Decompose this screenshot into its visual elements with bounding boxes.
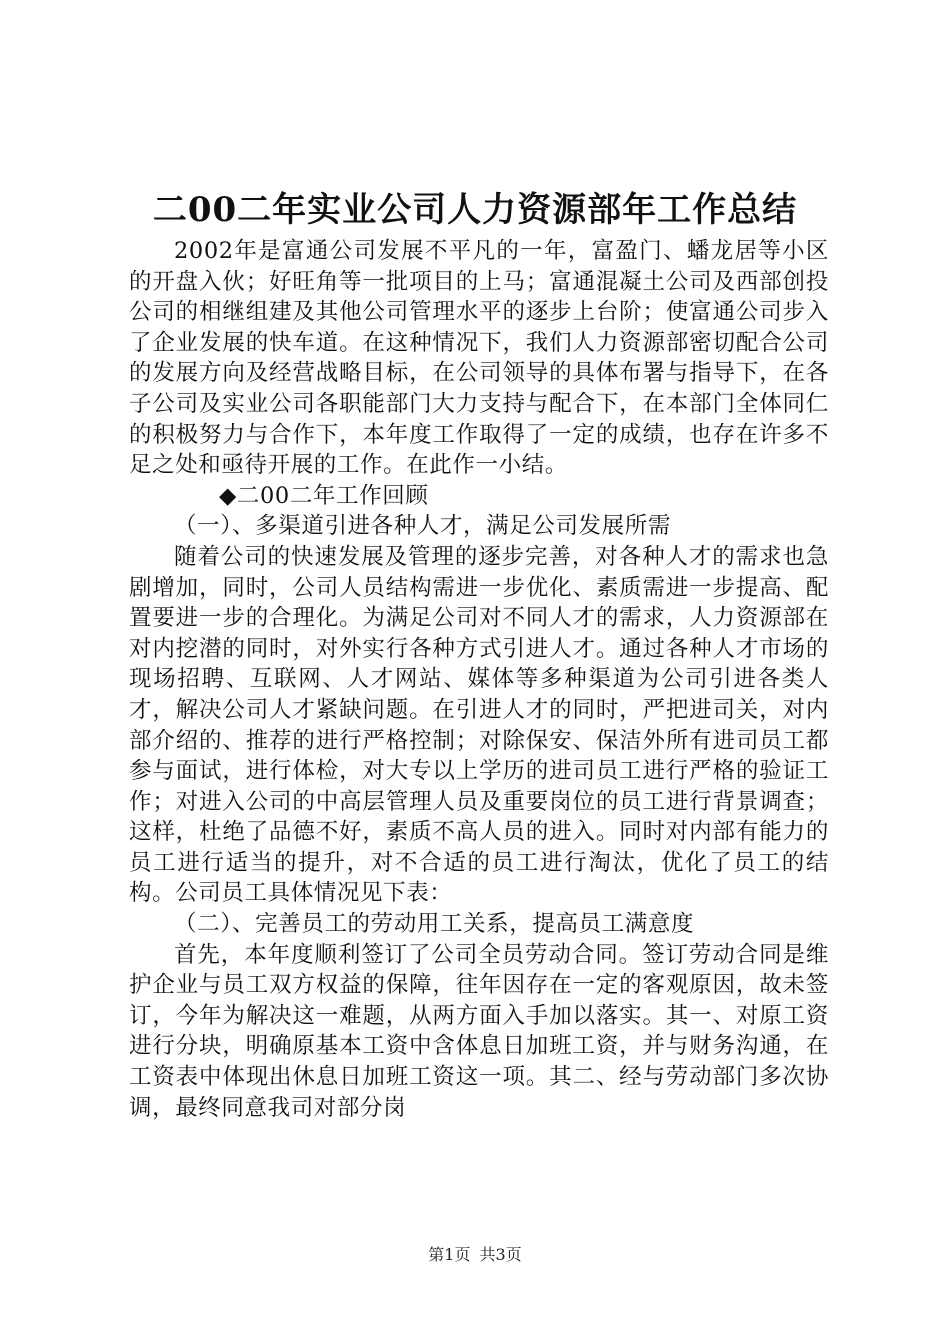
diamond-bullet-icon: ◆ (219, 482, 237, 509)
document-body (129, 236, 829, 1123)
section-heading-label: 二00二年工作回顾 (236, 482, 429, 509)
subsection-heading-2: （二）、完善员工的劳动用工关系，提高员工满意度 (174, 911, 695, 938)
document-title: 二00二年实业公司人力资源部年工作总结 (152, 190, 798, 230)
subsection-heading-1: （一）、多渠道引进各种人才，满足公司发展所需 (174, 513, 671, 540)
section-heading-review (129, 481, 829, 512)
subsection-paragraph-1: 随着公司的快速发展及管理的逐步完善，对各种人才的需求也急剧增加，同时，公司人员结构需进一步优化、素质需进一步提高、配置要进一步的合理化。为满足公司对不同人才的需求，人力资源部在对内挖潜的同时，对外实行各种方式引进人才。通过各种人才市场的现场招聘、互联网、人才网站、媒体等多种渠道为公司引进各类人才，解决公司人才紧缺问题。在引进人才的同时，严把进司关，对内部介绍的、推荐的进行严格控制；对除保安、保洁外所有进司员工都参与面试，进行体检，对大专以上学历的进司员工进行严格的验证工作；对进入公司的中高层管理人员及重要岗位的员工进行背景调查；这样，杜绝了品德不好，素质不高人员的进入。同时对内部有能力的员工进行适当的提升，对不合适的员工进行淘汰，优化了员工的结构。公司员工具体情况见下表： (129, 543, 829, 907)
page-footer (0, 1244, 950, 1266)
page-number-current: 第1页 (428, 1245, 471, 1264)
subsection-paragraph-2: 首先，本年度顺利签订了公司全员劳动合同。签订劳动合同是维护企业与员工双方权益的保障，往年因存在一定的客观原因，故未签订，今年为解决这一难题，从两方面入手加以落实。其一、对原工资进行分块，明确原基本工资中含体息日加班工资，并与财务沟通，在工资表中体现出休息日加班工资这一项。其二、经与劳动部门多次协调，最终同意我司对部分岗 (129, 941, 829, 1121)
page-number-total: 共3页 (479, 1245, 522, 1264)
intro-paragraph: 2002年是富通公司发展不平凡的一年，富盈门、蟠龙居等小区的开盘入伙；好旺角等一批项目的上马；富通混凝土公司及西部创投公司的相继组建及其他公司管理水平的逐步上台阶；使富通公司步入了企业发展的快车道。在这种情况下，我们人力资源部密切配合公司的发展方向及经营战略目标，在公司领导的具体布署与指导下，在各子公司及实业公司各职能部门大力支持与配合下，在本部门全体同仁的积极努力与合作下，本年度工作取得了一定的成绩，也存在许多不足之处和亟待开展的工作。在此作一小结。 (129, 238, 829, 479)
